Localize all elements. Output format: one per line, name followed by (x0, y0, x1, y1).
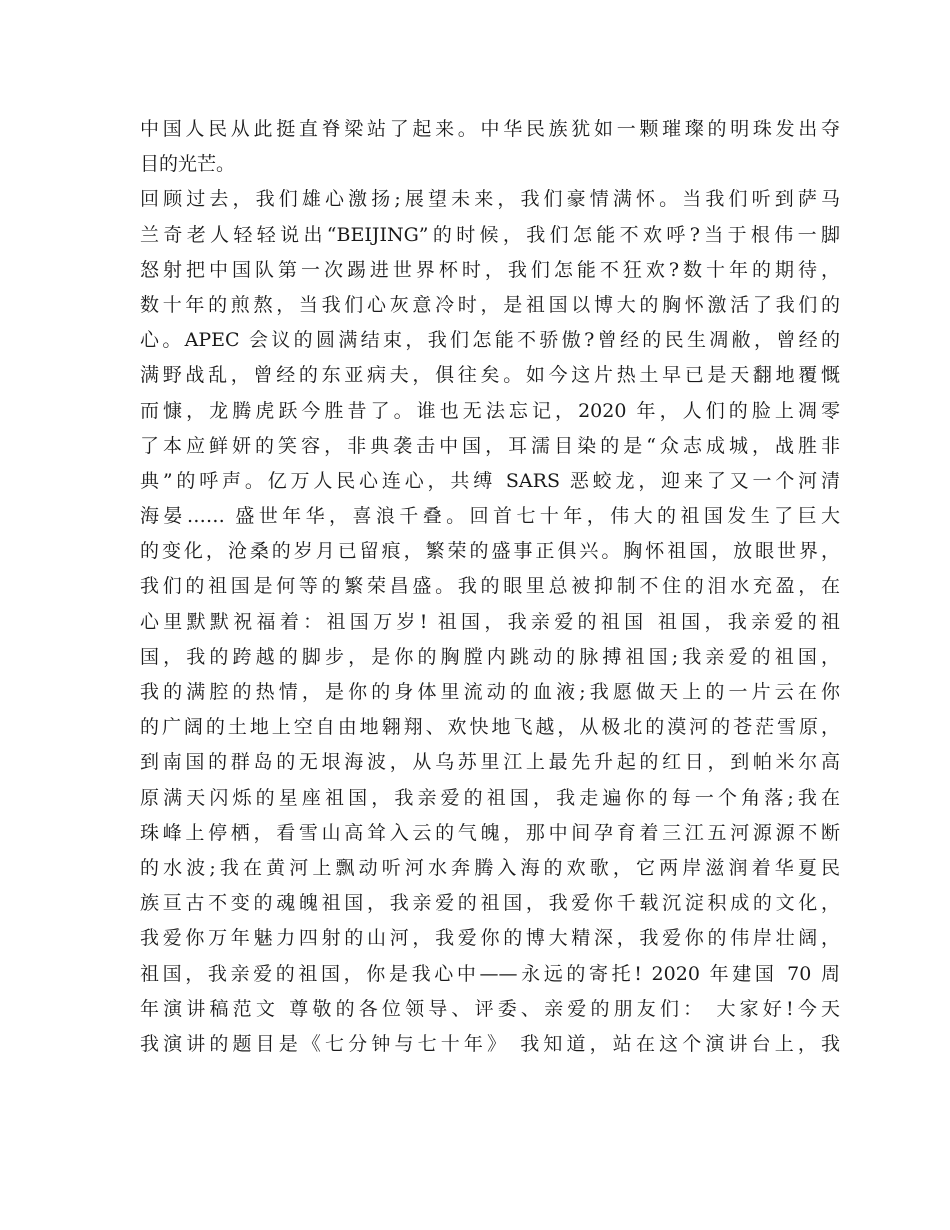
text-line: 原满天闪烁的星座祖国，我亲爱的祖国，我走遍你的每一个角落;我在 (140, 786, 840, 809)
text-line: 族亘古不变的魂魄祖国，我亲爱的祖国，我爱你千载沉淀积成的文化， (140, 892, 840, 915)
text-line: 我们的祖国是何等的繁荣昌盛。我的眼里总被抑制不住的泪水充盈，在 (140, 575, 840, 598)
text-line: 我演讲的题目是《七分钟与七十年》 我知道，站在这个演讲台上，我 (140, 1032, 840, 1055)
text-line: 而慷，龙腾虎跃今胜昔了。谁也无法忘记，2020 年，人们的脸上凋零 (140, 399, 840, 422)
text-line: 的水波;我在黄河上飘动听河水奔腾入海的欢歌，它两岸滋润着华夏民 (140, 856, 840, 879)
text-line: 数十年的煎熬，当我们心灰意冷时，是祖国以博大的胸怀激活了我们的 (140, 293, 840, 316)
text-line: 怒射把中国队第一次踢进世界杯时，我们怎能不狂欢?数十年的期待， (140, 258, 840, 281)
text-line: 心里默默祝福着：祖国万岁! 祖国，我亲爱的祖国 祖国，我亲爱的祖 (140, 610, 840, 633)
text-line: 海晏…… 盛世年华，喜浪千叠。回首七十年，伟大的祖国发生了巨大 (140, 505, 840, 528)
text-line: 祖国，我亲爱的祖国，你是我心中——永远的寄托! 2020 年建国 70 周 (140, 962, 840, 985)
text-line: 我爱你万年魅力四射的山河，我爱你的博大精深，我爱你的伟岸壮阔， (140, 927, 840, 950)
text-line: 到南国的群岛的无垠海波，从乌苏里江上最先升起的红日，到帕米尔高 (140, 751, 840, 774)
text-line: 珠峰上停栖，看雪山高耸入云的气魄，那中间孕育着三江五河源源不断 (140, 821, 840, 844)
text-line: 目的光芒。 (140, 153, 236, 176)
text-line: 了本应鲜妍的笑容，非典袭击中国，耳濡目染的是“众志成城，战胜非 (140, 434, 840, 457)
text-line: 典”的呼声。亿万人民心连心，共缚 SARS 恶蛟龙，迎来了又一个河清 (140, 469, 840, 492)
text-line: 的广阔的土地上空自由地翱翔、欢快地飞越，从极北的漠河的苍茫雪原， (140, 716, 840, 739)
text-line: 年演讲稿范文 尊敬的各位领导、评委、亲爱的朋友们： 大家好!今天 (140, 997, 840, 1020)
text-line: 兰奇老人轻轻说出“BEIJING”的时候，我们怎能不欢呼?当于根伟一脚 (140, 223, 840, 246)
text-line: 我的满腔的热情，是你的身体里流动的血液;我愿做天上的一片云在你 (140, 681, 840, 703)
body-text (140, 112, 840, 1062)
text-line: 满野战乱，曾经的东亚病夫，俱往矣。如今这片热土早已是天翻地覆慨 (140, 364, 840, 387)
text-line: 回顾过去，我们雄心激扬;展望未来，我们豪情满怀。当我们听到萨马 (140, 188, 840, 211)
text-line: 的变化，沧桑的岁月已留痕，繁荣的盛事正俱兴。胸怀祖国，放眼世界， (140, 540, 840, 563)
text-line: 心。APEC 会议的圆满结束，我们怎能不骄傲?曾经的民生凋敝，曾经的 (140, 329, 840, 352)
text-line: 国，我的跨越的脚步，是你的胸膛内跳动的脉搏祖国;我亲爱的祖国， (140, 645, 840, 668)
text-line: 中国人民从此挺直脊梁站了起来。中华民族犹如一颗璀璨的明珠发出夺 (140, 118, 840, 140)
